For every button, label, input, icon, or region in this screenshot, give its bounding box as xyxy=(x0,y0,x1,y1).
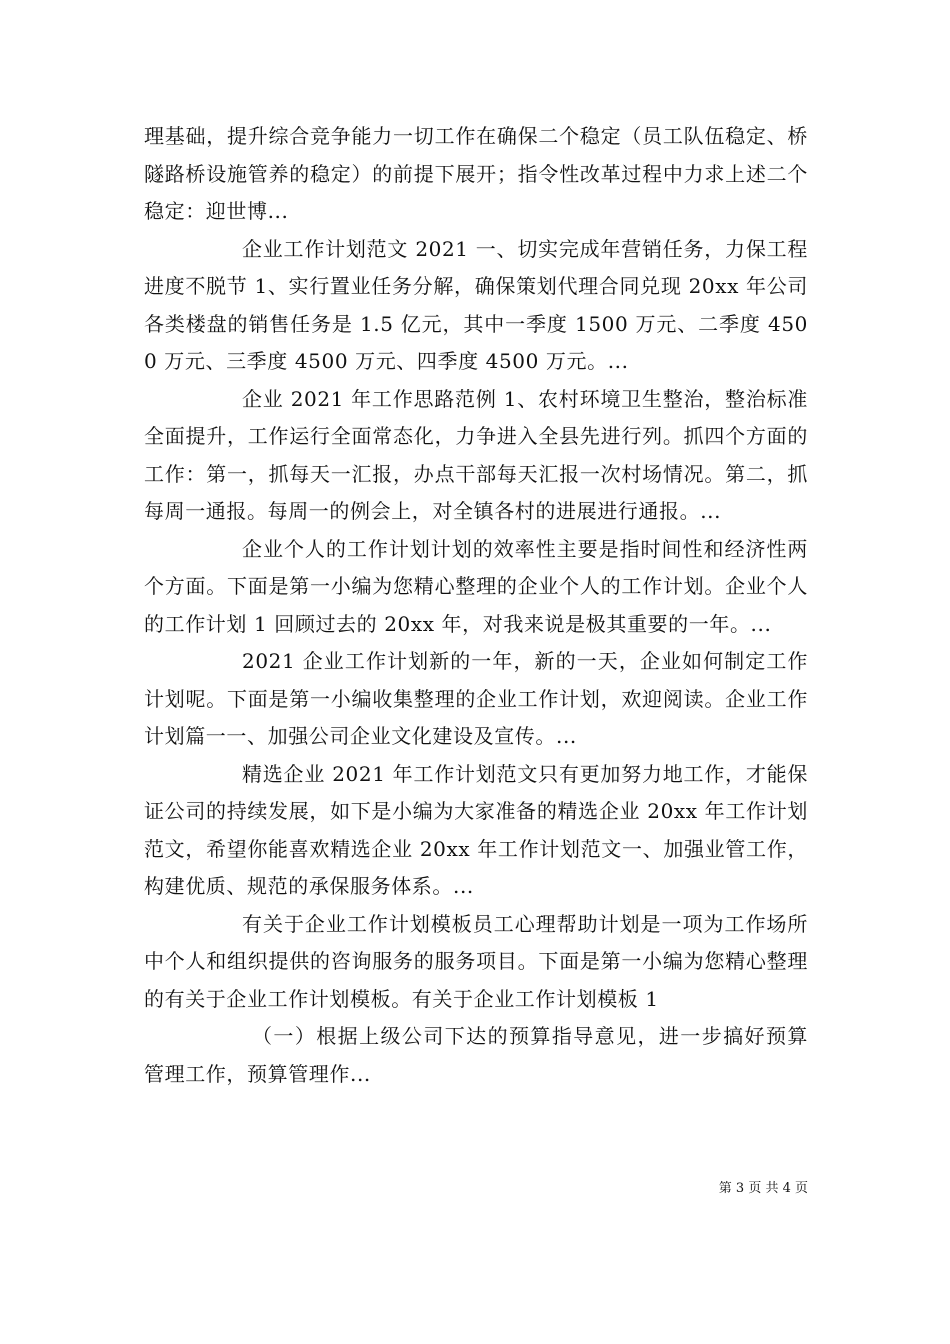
paragraph-6: 精选企业 2021 年工作计划范文只有更加努力地工作，才能保证公司的持续发展，如下是小编为大家准备的精选企业 20xx 年工作计划范文，希望你能喜欢精选企业 20xx 年工作计划范文一、加强业管工作，构建优质、规范的承保服务体系。... xyxy=(144,761,808,898)
page-number: 第 3 页 共 4 页 xyxy=(718,1181,808,1196)
paragraph-5: 2021 企业工作计划新的一年，新的一天，企业如何制定工作计划呢。下面是第一小编收集整理的企业工作计划，欢迎阅读。企业工作计划篇一一、加强公司企业文化建设及宣传。... xyxy=(144,649,808,748)
paragraph-1: 理基础，提升综合竞争能力一切工作在确保二个稳定（员工队伍稳定、桥隧路桥设施管养的稳定）的前提下展开；指令性改革过程中力求上述二个稳定：迎世博... xyxy=(144,124,808,223)
paragraph-7: 有关于企业工作计划模板员工心理帮助计划是一项为工作场所中个人和组织提供的咨询服务的服务项目。下面是第一小编为您精心整理的有关于企业工作计划模板。有关于企业工作计划模板 1 xyxy=(144,911,808,1011)
paragraph-3: 企业 2021 年工作思路范例 1、农村环境卫生整治，整治标准全面提升，工作运行全面常态化，力争进入全县先进行列。抓四个方面的工作：第一，抓每天一汇报，办点干部每天汇报一次村场情况。第二，抓每周一通报。每周一的例会上，对全镇各村的进展进行通报。... xyxy=(144,386,808,523)
paragraph-4: 企业个人的工作计划计划的效率性主要是指时间性和经济性两个方面。下面是第一小编为您精心整理的企业个人的工作计划。企业个人的工作计划 1 回顾过去的 20xx 年，对我来说是极其重要的一年。... xyxy=(144,536,808,636)
paragraph-2: 企业工作计划范文 2021 一、切实完成年营销任务，力保工程进度不脱节 1、实行置业任务分解，确保策划代理合同兑现 20xx 年公司各类楼盘的销售任务是 1.5 亿元，其中一季度 1500 万元、二季度 4500 万元、三季度 4500 万元、四季度 4500 万元。... xyxy=(144,236,808,373)
document-body xyxy=(144,118,808,1093)
paragraph-8: （一）根据上级公司下达的预算指导意见，进一步搞好预算管理工作，预算管理作... xyxy=(144,1024,808,1086)
